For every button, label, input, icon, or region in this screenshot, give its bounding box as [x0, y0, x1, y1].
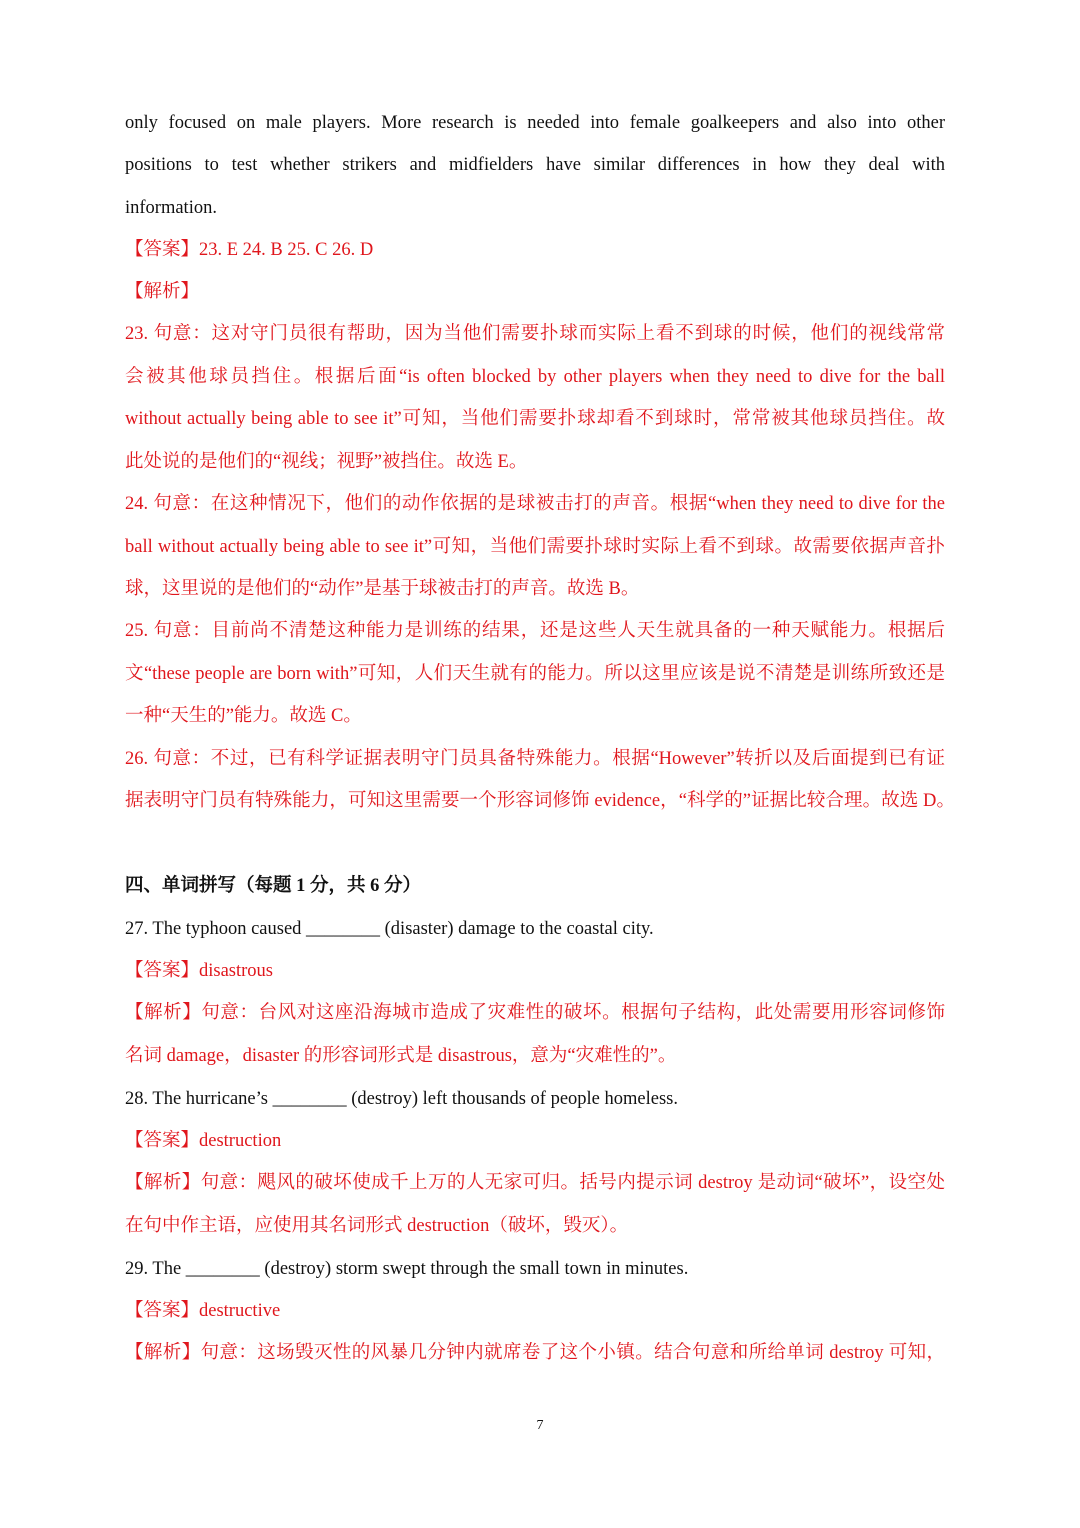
- analysis-label: 【解析】: [125, 282, 200, 302]
- answer-27: 【答案】disastrous: [125, 961, 274, 981]
- analysis-q25-line: 文“these people are born with”可知，人们天生就有的能力。所以这里应该是说不清楚是训练所致还是: [125, 664, 945, 684]
- analysis-q26-line: 据表明守门员有特殊能力，可知这里需要一个形容词修饰 evidence，“科学的”证据比较合理。故选 D。: [125, 791, 955, 811]
- question-28: 28. The hurricane’s ________ (destroy) left thousands of people homeless.: [125, 1089, 678, 1109]
- passage-line: information.: [125, 198, 217, 218]
- question-29: 29. The ________ (destroy) storm swept through the small town in minutes.: [125, 1259, 689, 1279]
- passage-line: positions to test whether strikers and midfielders have similar differences in how they deal with: [125, 155, 945, 175]
- analysis-q26-line: 26. 句意：不过，已有科学证据表明守门员具备特殊能力。根据“However”转折以及后面提到已有证: [125, 749, 945, 769]
- analysis-q24-line: ball without actually being able to see it”可知，当他们需要扑球时实际上看不到球。故需要依据声音扑: [125, 537, 945, 557]
- answer-28: 【答案】destruction: [125, 1131, 282, 1151]
- section-heading: 四、单词拼写（每题 1 分，共 6 分）: [125, 876, 422, 896]
- analysis-28-line: 【解析】句意：飓风的破坏使成千上万的人无家可归。括号内提示词 destroy 是动词“破坏”，设空处: [125, 1173, 945, 1193]
- analysis-27-line: 【解析】句意：台风对这座沿海城市造成了灾难性的破坏。根据句子结构，此处需要用形容词修饰: [125, 1003, 945, 1023]
- analysis-q23-line: 23. 句意：这对守门员很有帮助，因为当他们需要扑球而实际上看不到球的时候，他们的视线常常: [125, 324, 945, 344]
- analysis-q24-line: 球，这里说的是他们的“动作”是基于球被击打的声音。故选 B。: [125, 579, 640, 599]
- analysis-q24-line: 24. 句意：在这种情况下，他们的动作依据的是球被击打的声音。根据“when they need to dive for the: [125, 494, 945, 514]
- analysis-q23-line: without actually being able to see it”可知，当他们需要扑球却看不到球时，常常被其他球员挡住。故: [125, 409, 945, 429]
- page-number: 7: [536, 1418, 544, 1433]
- passage-line: only focused on male players. More research is needed into female goalkeepers and also into other: [125, 113, 945, 133]
- question-27: 27. The typhoon caused ________ (disaster) damage to the coastal city.: [125, 919, 654, 939]
- analysis-q25-line: 25. 句意：目前尚不清楚这种能力是训练的结果，还是这些人天生就具备的一种天赋能力。根据后: [125, 621, 945, 641]
- answer-line: 【答案】23. E 24. B 25. C 26. D: [125, 240, 374, 260]
- analysis-q23-line: 此处说的是他们的“视线；视野”被挡住。故选 E。: [125, 452, 528, 472]
- answer-29: 【答案】destructive: [125, 1301, 281, 1321]
- analysis-28-line: 在句中作主语，应使用其名词形式 destruction（破坏，毁灭）。: [125, 1216, 629, 1236]
- analysis-q25-line: 一种“天生的”能力。故选 C。: [125, 706, 362, 726]
- analysis-27-line: 名词 damage，disaster 的形容词形式是 disastrous，意为“灾难性的”。: [125, 1046, 677, 1066]
- analysis-29-line: 【解析】句意：这场毁灭性的风暴几分钟内就席卷了这个小镇。结合句意和所给单词 destroy 可知，: [125, 1343, 945, 1363]
- analysis-q23-line: 会被其他球员挡住。根据后面“is often blocked by other players when they need to dive for the ball: [125, 367, 945, 387]
